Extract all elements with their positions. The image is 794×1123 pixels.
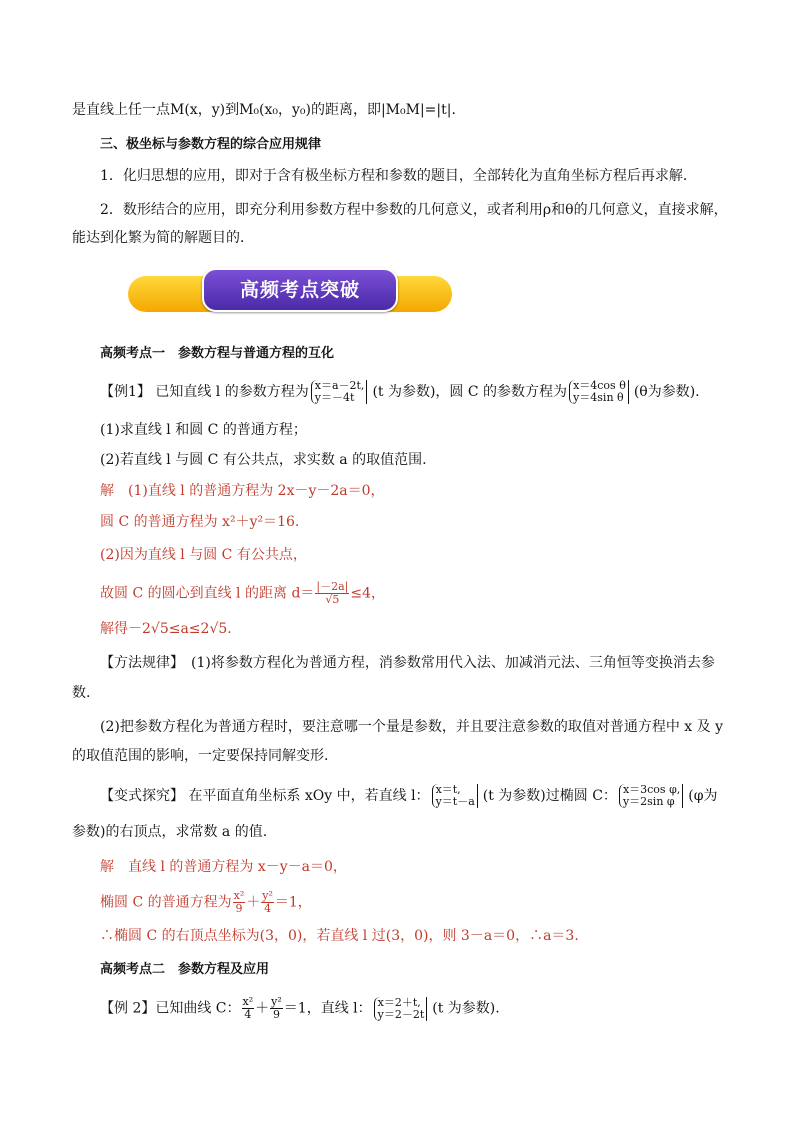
- paragraph: 2．数形结合的应用，即充分利用参数方程中参数的几何意义，或者利用ρ和θ的几何意义，直接求解，: [100, 202, 728, 218]
- solution-line: 故圆 C 的圆心到直线 l 的距离 d＝ $\frac{|-2a|}{√5}$ ≤4，: [100, 580, 386, 606]
- example-2: 【例 2】已知曲线 C： $\frac{\text{x²}}{4}$ ＋ $\frac{\text{y²}}{9}$ ＝1，直线 l： x＝2＋t, y＝2－2t (t 为参数).: [100, 995, 500, 1021]
- fraction: $\frac{\text{y²}}{9}$: [271, 995, 282, 1021]
- equation-system: x＝3cos φ, y＝2sin φ: [619, 784, 680, 808]
- paragraph: 1．化归思想的应用，即对于含有极坐标方程和参数的题目，全部转化为直角坐标方程后再求解．: [100, 168, 697, 184]
- method-note: 数.: [72, 685, 91, 701]
- solution-line: ∴椭圆 C 的右顶点坐标为(3，0)，若直线 l 过(3，0)，则 3－a＝0，∴a＝3.: [100, 928, 579, 944]
- equation-system: x＝a－2t, y＝－4t: [311, 380, 365, 404]
- method-note: 的取值范围的影响，一定要保持同解变形.: [72, 748, 329, 764]
- banner-label: 高频考点突破: [202, 268, 398, 312]
- question: (2)若直线 l 与圆 C 有公共点，求实数 a 的取值范围.: [100, 452, 427, 468]
- equation-system: x＝4cos θ y＝4sin θ: [569, 380, 626, 404]
- section-heading: 高频考点二 参数方程及应用: [100, 962, 270, 977]
- method-note: 【方法规律】 (1)将参数方程化为普通方程，消参数常用代入法、加减消元法、三角恒等变换消去参: [100, 655, 715, 671]
- solution-line: 解得－2√5≤a≤2√5.: [100, 621, 232, 637]
- fraction: $\frac{\text{y²}}{4}$: [262, 889, 273, 915]
- fraction: $\frac{\text{x²}}{4}$: [242, 995, 254, 1021]
- method-note: (2)把参数方程化为普通方程时，要注意哪一个量是参数，并且要注意参数的取值对普通方程中 x 及 y: [100, 719, 723, 735]
- section-banner: [128, 276, 452, 312]
- section-heading: 高频考点一 参数方程与普通方程的互化: [100, 346, 335, 361]
- variant-problem: 参数)的右顶点，求常数 a 的值.: [72, 824, 268, 840]
- solution-line: 椭圆 C 的普通方程为 $\frac{\text{x²}}{9}$ ＋ $\frac{\text{y²}}{4}$ ＝1，: [100, 889, 312, 915]
- fraction: $\frac{|-2a|}{√5}$: [316, 580, 349, 606]
- solution-line: 解 直线 l 的普通方程为 x－y－a＝0，: [100, 859, 347, 875]
- variant-problem: 【变式探究】 在平面直角坐标系 xOy 中，若直线 l： x＝t, y＝t－a (t 为参数)过椭圆 C： x＝3cos φ, y＝2sin φ (φ为: [100, 783, 718, 808]
- paragraph: 能达到化繁为简的解题目的．: [72, 230, 254, 246]
- example-1: 【例1】 已知直线 l 的参数方程为 x＝a－2t, y＝－4t (t 为参数)，圆 C 的参数方程为 x＝4cos θ y＝4sin θ (θ为参数).: [100, 379, 700, 404]
- solution-line: 解 (1)直线 l 的普通方程为 2x－y－2a＝0，: [100, 483, 385, 499]
- solution-line: (2)因为直线 l 与圆 C 有公共点，: [100, 547, 307, 563]
- fraction: $\frac{\text{x²}}{9}$: [233, 889, 245, 915]
- solution-line: 圆 C 的普通方程为 x²＋y²＝16.: [100, 514, 300, 530]
- subheading: 三、极坐标与参数方程的综合应用规律: [100, 137, 322, 152]
- question: (1)求直线 l 和圆 C 的普通方程；: [100, 422, 307, 438]
- equation-system: x＝t, y＝t－a: [432, 784, 475, 808]
- text-line: 是直线上任一点M(x，y)到M₀(x₀，y₀)的距离，即|M₀M|=|t|.: [72, 102, 456, 118]
- equation-system: x＝2＋t, y＝2－2t: [374, 997, 425, 1021]
